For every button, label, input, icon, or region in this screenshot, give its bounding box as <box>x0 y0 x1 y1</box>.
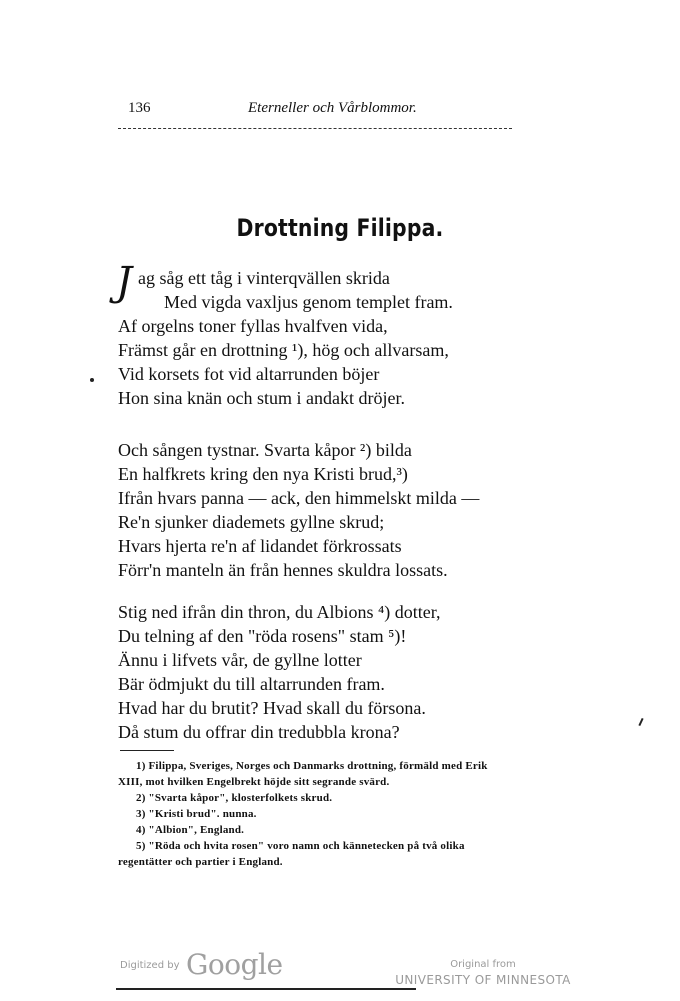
page-number: 136 <box>128 100 151 116</box>
poem-line: Hvad har du brutit? Hvad skall du försona. <box>118 698 426 718</box>
margin-mark <box>90 378 94 382</box>
poem-line: Då stum du offrar din tredubbla krona? <box>118 722 400 742</box>
poem-line: Förr'n manteln än från hennes skuldra lossats. <box>118 560 448 580</box>
poem-title: Drottning Filippa. <box>236 214 444 242</box>
poem-line: Ifrån hvars panna — ack, den himmelskt milda — <box>118 488 480 508</box>
margin-mark <box>638 718 643 726</box>
poem-line: Stig ned ifrån din thron, du Albions ⁴) dotter, <box>118 602 441 622</box>
poem-line: Af orgelns toner fyllas hvalfven vida, <box>118 316 388 336</box>
stanza-1 <box>116 259 558 410</box>
original-from-label: Original from <box>450 959 516 970</box>
header-rule <box>118 128 512 129</box>
poem-line: Ännu i lifvets vår, de gyllne lotter <box>118 650 362 670</box>
stanza-3 <box>118 600 558 744</box>
drop-cap: J <box>116 259 133 305</box>
poem-line: Re'n sjunker diademets gyllne skrud; <box>118 512 385 532</box>
footnote-rule <box>120 750 174 751</box>
poem-line: En halfkrets kring den nya Kristi brud,³) <box>118 464 408 484</box>
digitized-by-label: Digitized by <box>120 960 180 971</box>
google-logo: Google <box>186 948 283 981</box>
poem-line: Hon sina knän och stum i andakt dröjer. <box>118 388 405 408</box>
poem-line: Du telning af den "röda rosens" stam ⁵)! <box>118 626 407 646</box>
poem-line: Och sången tystnar. Svarta kåpor ²) bilda <box>118 440 412 460</box>
footnotes <box>118 758 558 870</box>
footnote: 3) "Kristi brud". nunna. <box>136 808 257 820</box>
poem-line: Med vigda vaxljus genom templet fram. <box>164 292 453 312</box>
footnote: 1) Filippa, Sveriges, Norges och Danmarks drottning, förmäld med Erik <box>136 760 488 772</box>
library-name: UNIVERSITY OF MINNESOTA <box>395 973 571 987</box>
bottom-rule <box>116 988 416 990</box>
footnote: 2) "Svarta kåpor", klosterfolkets skrud. <box>136 792 333 804</box>
running-head <box>118 98 518 122</box>
footnote: 4) "Albion", England. <box>136 824 245 836</box>
footnote: regentätter och partier i England. <box>118 856 283 868</box>
poem-line: Vid korsets fot vid altarrunden böjer <box>118 364 380 384</box>
stanza-2 <box>118 438 558 582</box>
poem-line-text: ag såg ett tåg i vinterqvällen skrida <box>138 268 390 288</box>
library-credit <box>388 958 578 988</box>
poem-line: Hvars hjerta re'n af lidandet förkrossats <box>118 536 402 556</box>
poem-line: Bär ödmjukt du till altarrunden fram. <box>118 674 385 694</box>
poem-line: Främst går en drottning ¹), hög och allvarsam, <box>118 340 449 360</box>
footnote: XIII, mot hvilken Engelbrekt höjde sitt segrande svärd. <box>118 776 390 788</box>
running-title: Eterneller och Vårblommor. <box>248 100 417 116</box>
footnote: 5) "Röda och hvita rosen" voro namn och kännetecken på två olika <box>136 840 465 852</box>
